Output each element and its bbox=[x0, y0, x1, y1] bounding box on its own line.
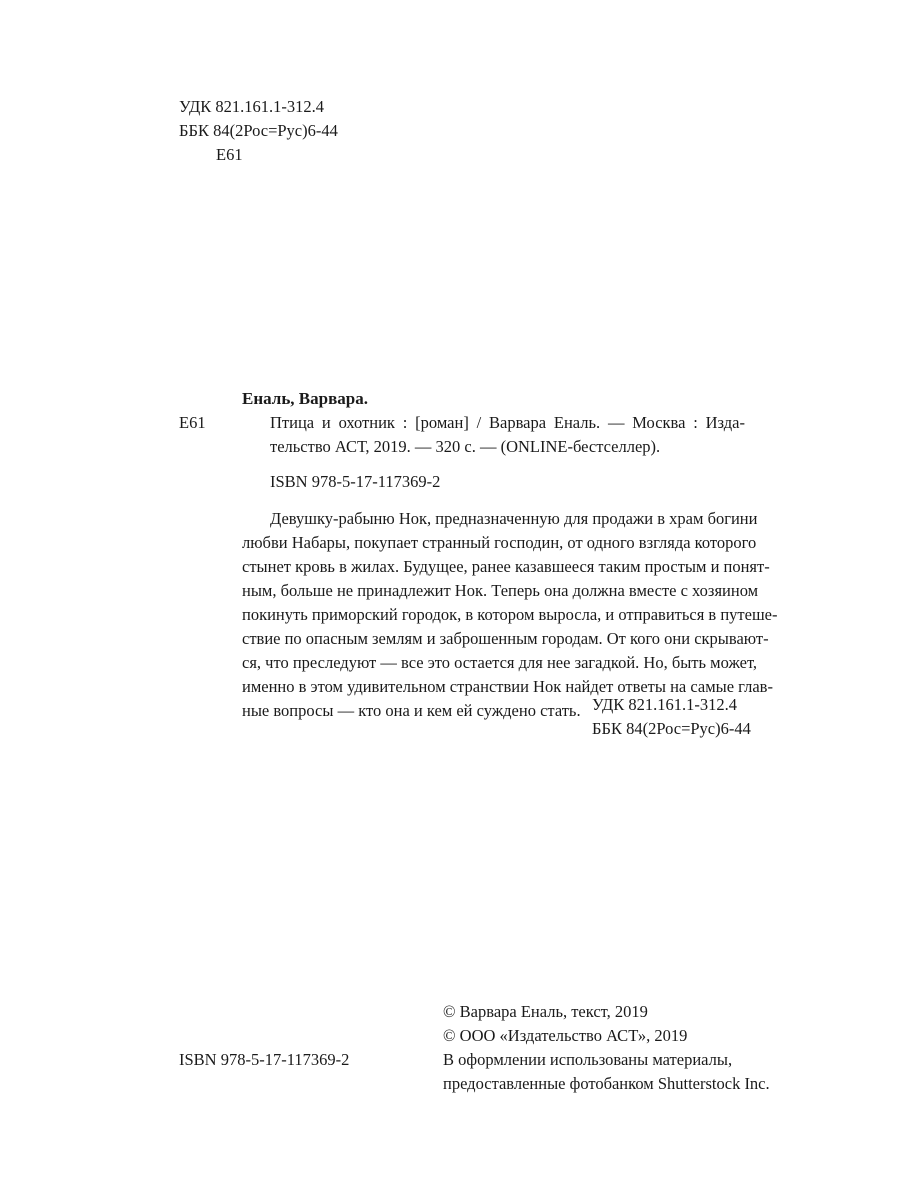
isbn-footer: ISBN 978-5-17-117369-2 bbox=[179, 1050, 350, 1069]
author-heading: Еналь, Варвара. bbox=[242, 389, 368, 408]
annotation-line: Девушку-рабыню Нок, предназначенную для продажи в храм богини bbox=[270, 509, 758, 528]
copyright-text: © Варвара Еналь, текст, 2019 bbox=[443, 1002, 648, 1021]
annotation-line: любви Набары, покупает странный господин, от одного взгляда которого bbox=[242, 533, 757, 552]
udk-code: УДК 821.161.1-312.4 bbox=[592, 695, 738, 714]
annotation-line: ствие по опасным землям и заброшенным городам. От кого они скрывают- bbox=[242, 629, 769, 648]
classification-codes-bottom bbox=[592, 693, 751, 741]
annotation-line: ным, больше не принадлежит Нок. Теперь она должна вместе с хозяином bbox=[242, 581, 759, 600]
copyright-publisher: © ООО «Издательство АСТ», 2019 bbox=[443, 1026, 688, 1045]
biblio-line: Птица и охотник : [роман] / Варвара Еналь. — Москва : Изда- bbox=[270, 413, 745, 432]
annotation-line: покинуть приморский городок, в котором выросла, и отправиться в путеше- bbox=[242, 605, 778, 624]
copyright-block bbox=[443, 1000, 770, 1096]
design-credit: предоставленные фотобанком Shutterstock Inc. bbox=[443, 1074, 770, 1093]
annotation-line: именно в этом удивительном странствии Нок найдет ответы на самые глав- bbox=[242, 677, 773, 696]
author-mark: Е61 bbox=[216, 145, 243, 164]
isbn: ISBN 978-5-17-117369-2 bbox=[270, 472, 441, 491]
annotation-line: ные вопросы — кто она и кем ей суждено стать. bbox=[242, 701, 581, 720]
design-credit: В оформлении использованы материалы, bbox=[443, 1050, 733, 1069]
classification-codes-top bbox=[179, 95, 338, 167]
annotation-line: ся, что преследуют — все это остается для нее загадкой. Но, быть может, bbox=[242, 653, 758, 672]
record-author-mark: Е61 bbox=[179, 413, 206, 432]
biblio-line: тельство АСТ, 2019. — 320 с. — (ONLINE-бестселлер). bbox=[270, 437, 661, 456]
bibliographic-description bbox=[270, 411, 745, 459]
udk-code: УДК 821.161.1-312.4 bbox=[179, 97, 325, 116]
bbk-code: ББК 84(2Рос=Рус)6-44 bbox=[592, 719, 751, 738]
annotation bbox=[242, 507, 778, 723]
annotation-line: стынет кровь в жилах. Будущее, ранее казавшееся таким простым и понят- bbox=[242, 557, 770, 576]
bbk-code: ББК 84(2Рос=Рус)6-44 bbox=[179, 121, 338, 140]
